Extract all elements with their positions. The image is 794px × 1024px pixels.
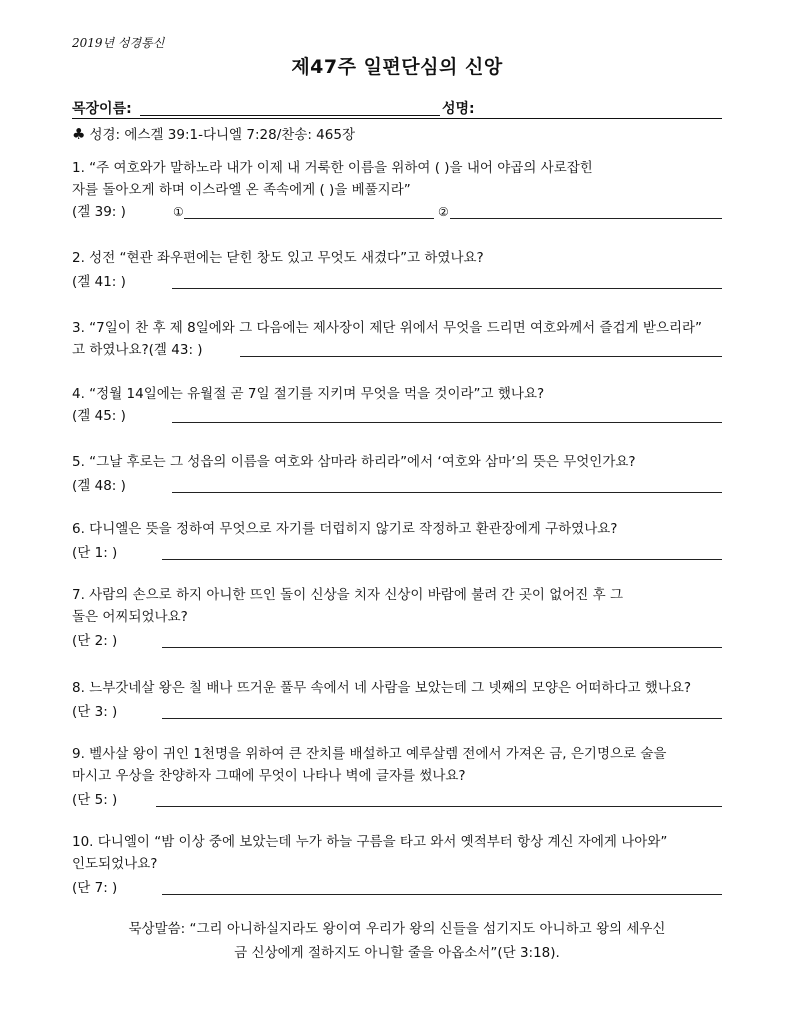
student-name-label: 성명: [442, 101, 475, 117]
answer-line[interactable] [162, 647, 722, 648]
answer-line[interactable] [162, 718, 722, 719]
club-icon: ♣ [72, 125, 86, 143]
memory-verse-line-2: 금 신상에게 절하지도 아니할 줄을 아옵소서”(단 3:18). [234, 945, 560, 961]
question-text: 9. 벨사살 왕이 귀인 1천명을 위하여 큰 잔치를 배설하고 예루살렘 전에서 가져온 금, 은기명으로 술을 [72, 746, 667, 762]
question-text: 돌은 어찌되었나요? [72, 609, 188, 625]
name-row [72, 96, 722, 119]
question-1 [72, 157, 724, 223]
verse-reference: (겔 41: ) [72, 274, 126, 290]
question-6 [72, 518, 724, 564]
verse-reference: (단 1: ) [72, 545, 118, 561]
pastor-label: 목장이름: [72, 101, 132, 117]
question-8 [72, 677, 724, 723]
answer-line[interactable] [172, 288, 722, 289]
answer-line-2[interactable] [450, 218, 722, 219]
verse-reference: (겔 48: ) [72, 478, 126, 494]
verse-reference: (단 3: ) [72, 704, 118, 720]
question-text: 1. “주 여호와가 말하노라 내가 이제 내 거룩한 이름을 위하여 ( )을 내어 야곱의 사로잡힌 [72, 160, 593, 176]
pastor-name-field[interactable] [140, 115, 440, 116]
verse-reference: (단 7: ) [72, 880, 118, 896]
scripture-reference [72, 123, 355, 143]
verse-reference: (단 5: ) [72, 792, 118, 808]
question-text: 인도되었나요? [72, 856, 158, 872]
question-text: 8. 느부갓네살 왕은 칠 배나 뜨거운 풀무 속에서 네 사람을 보았는데 그 넷째의 모양은 어떠하다고 했나요? [72, 680, 692, 696]
question-4 [72, 383, 724, 427]
question-10 [72, 831, 724, 899]
answer-line[interactable] [172, 492, 722, 493]
answer-line-1[interactable] [184, 218, 434, 219]
verse-reference: (겔 45: ) [72, 408, 126, 424]
blank-marker-2: ② [438, 205, 449, 219]
blank-marker-1: ① [173, 205, 184, 219]
question-text: 6. 다니엘은 뜻을 정하여 무엇으로 자기를 더럽히지 않기로 작정하고 환관장에게 구하였나요? [72, 521, 618, 537]
question-text: 7. 사람의 손으로 하지 아니한 뜨인 돌이 신상을 치자 신상이 바람에 불려 간 곳이 없어진 후 그 [72, 587, 624, 603]
question-text: 자를 돌아오게 하며 이스라엘 온 족속에게 ( )을 베풀지라” [72, 182, 411, 198]
question-7 [72, 584, 724, 652]
question-text: 마시고 우상을 찬양하자 그때에 무엇이 나타나 벽에 글자를 썼나요? [72, 768, 466, 784]
question-9 [72, 743, 724, 811]
verse-reference: (겔 39: ) [72, 204, 126, 220]
memory-verse-line-1: 묵상말씀: “그리 아니하실지라도 왕이여 우리가 왕의 신들을 섬기지도 아니하고 왕의 세우신 [128, 921, 666, 937]
page-title: 제47주 일편단심의 신앙 [291, 56, 503, 78]
answer-line[interactable] [156, 806, 722, 807]
answer-line[interactable] [162, 559, 722, 560]
verse-reference: 고 하였나요?(겔 43: ) [72, 342, 203, 358]
question-text: 2. 성전 “현관 좌우편에는 닫힌 창도 있고 무엇도 새겼다”고 하였나요? [72, 250, 484, 266]
verse-reference: (단 2: ) [72, 633, 118, 649]
question-5 [72, 451, 724, 497]
answer-line[interactable] [240, 356, 722, 357]
answer-line[interactable] [172, 422, 722, 423]
question-text: 4. “정월 14일에는 유월절 곧 7일 절기를 지키며 무엇을 먹을 것이라”고 했나요? [72, 386, 545, 402]
question-3 [72, 317, 724, 361]
answer-line[interactable] [162, 894, 722, 895]
question-text: 5. “그날 후로는 그 성읍의 이름을 여호와 삼마라 하리라”에서 ‘여호와 삼마’의 뜻은 무엇인가요? [72, 454, 636, 470]
header-note: 2019년 성경통신 [72, 36, 165, 50]
question-text: 10. 다니엘이 “밤 이상 중에 보았는데 누가 하늘 구름을 타고 와서 옛적부터 항상 계신 자에게 나아와” [72, 834, 668, 850]
memory-verse [60, 917, 734, 965]
question-2 [72, 247, 724, 293]
scripture-text: 성경: 에스겔 39:1-다니엘 7:28/찬송: 465장 [89, 127, 355, 143]
question-text: 3. “7일이 찬 후 제 8일에와 그 다음에는 제사장이 제단 위에서 무엇을 드리면 여호와께서 즐겁게 받으리라” [72, 320, 703, 336]
